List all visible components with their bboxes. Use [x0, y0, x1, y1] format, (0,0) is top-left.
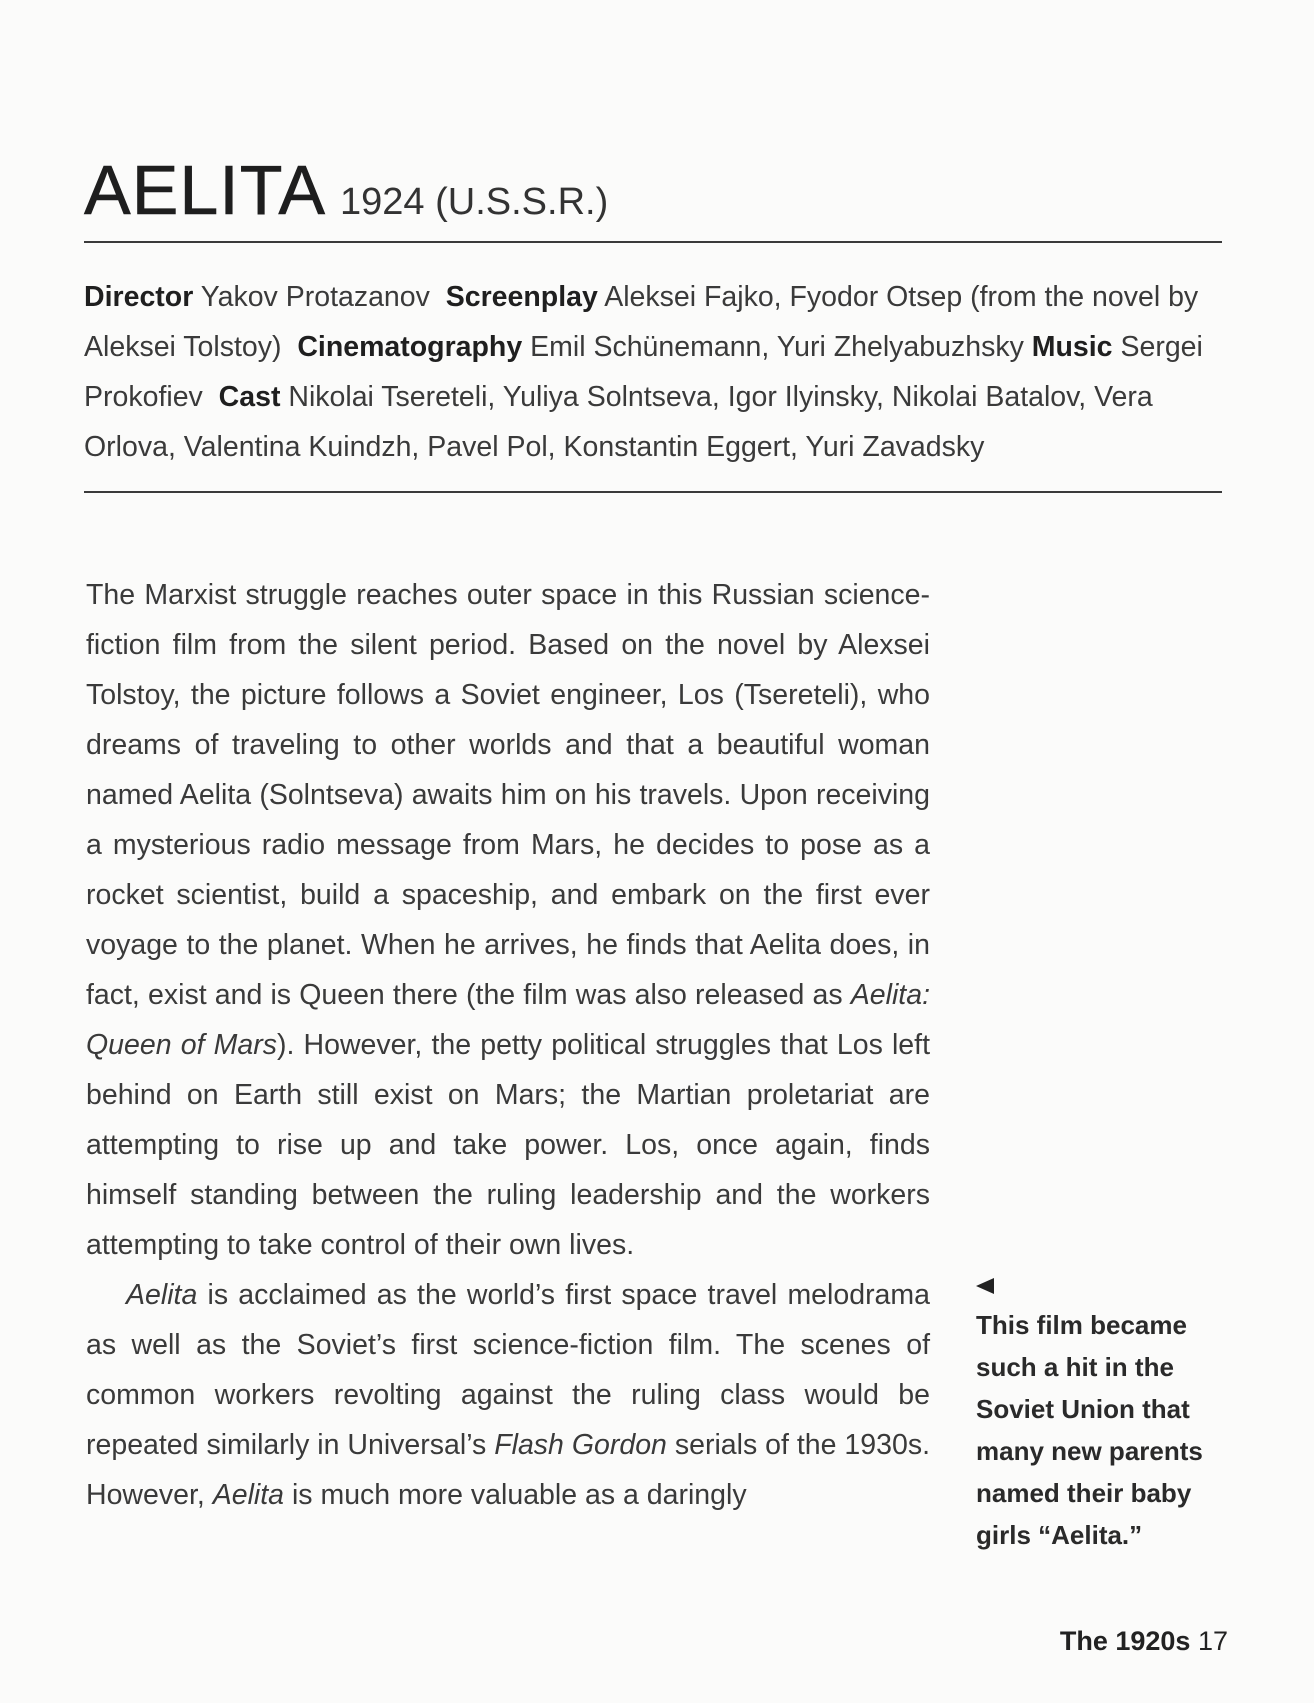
film-year-country: 1924 (U.S.S.R.): [340, 181, 609, 223]
page-number: 17: [1197, 1626, 1228, 1656]
section-name: The 1920s: [1059, 1626, 1191, 1656]
p1-alt-title: Aelita: Queen of Mars: [86, 979, 930, 1061]
p2-title-c: Aelita: [212, 1479, 285, 1511]
p2-text-b: serials of the 1930s. However,: [86, 1429, 930, 1511]
photo-caption: [976, 1278, 1216, 1556]
cinematography-value: Emil Schünemann, Yuri Zhelyabuzhsky: [530, 331, 1024, 363]
screenplay-label: Screenplay: [445, 281, 598, 313]
p2-title-b: Flash Gordon: [494, 1429, 667, 1461]
paragraph-1: [86, 570, 930, 1270]
caption-text: This film became such a hit in the Soviet Union that many new parents named their baby girls “Aelita.”: [976, 1310, 1203, 1550]
music-label: Music: [1031, 331, 1113, 363]
p1-text-a: The Marxist struggle reaches outer space in this Russian science-fiction film from the silent period. Based on the novel by Alexsei Tolstoy, the picture follows a Soviet engineer, Los (Tsereteli), who dreams of traveling to other worlds and that a beautiful woman named Aelita (Solntseva) awaits him on his travels. Upon receiving a mysterious radio message from Mars, he decides to pose as a rocket scientist, build a spaceship, and embark on the first ever voyage to the planet. When he arrives, he finds that Aelita does, in fact, exist and is Queen there (the film was also released as: [86, 579, 930, 1011]
review-text: [86, 570, 930, 1520]
director-value: Yakov Protazanov: [200, 281, 430, 313]
left-pointer-icon: [976, 1278, 994, 1294]
film-title: AELITA: [84, 151, 327, 229]
credits-block: [84, 272, 1234, 472]
cast-value: Nikolai Tsereteli, Yuliya Solntseva, Igor Ilyinsky, Nikolai Batalov, Vera Orlova, Valentina Kuindzh, Pavel Pol, Konstantin Eggert, Yuri Zavadsky: [84, 381, 1153, 463]
paragraph-2: [86, 1270, 930, 1520]
cast-label: Cast: [218, 381, 281, 413]
p2-text-a: is acclaimed as the world’s first space travel melodrama as well as the Soviet’s first science-fiction film. The scenes of common workers revolting against the ruling class would be repeated similarly in Universal’s: [86, 1279, 930, 1461]
p2-text-c: is much more valuable as a daringly: [284, 1479, 747, 1511]
page-title: [84, 150, 608, 230]
cinematography-label: Cinematography: [297, 331, 523, 363]
p2-title-a: Aelita: [126, 1279, 198, 1311]
p1-text-b: ). However, the petty political struggles that Los left behind on Earth still exist on Mars; the Martian proletariat are attempting to rise up and take power. Los, once again, finds himself standing between the ruling leadership and the workers attempting to take control of their own lives.: [86, 1029, 930, 1261]
director-label: Director: [84, 281, 194, 313]
top-divider: [84, 241, 1222, 243]
screenplay-value: Aleksei Fajko, Fyodor Otsep (from the novel by Aleksei Tolstoy): [84, 281, 1199, 363]
page-footer: [1060, 1626, 1228, 1657]
music-value: Sergei Prokofiev: [84, 331, 1203, 413]
bottom-divider: [84, 491, 1222, 493]
